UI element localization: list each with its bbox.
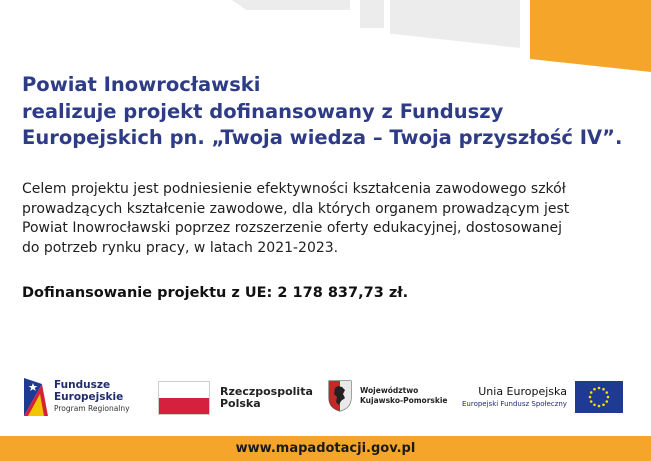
decor-stripe-2 <box>360 0 384 28</box>
fundusze-line-1: Fundusze <box>54 378 111 391</box>
funding-amount: Dofinansowanie projektu z UE: 2 178 837,73 zł. <box>22 285 409 301</box>
unia-line-1: Unia Europejska <box>478 384 567 398</box>
fundusze-europejskie-logo-icon <box>24 376 48 416</box>
decor-stripe-3 <box>390 0 520 48</box>
eu-flag-icon <box>575 381 623 413</box>
project-heading <box>22 72 622 152</box>
description-line-2: prowadzących kształcenie zawodowe, dla których organem prowadzącym jest <box>22 200 570 217</box>
description-line-1: Celem projektu jest podniesienie efektywności kształcenia zawodowego szkół <box>22 181 566 197</box>
rzeczpospolita-line-1: Rzeczpospolita <box>220 384 313 398</box>
logo-unia-europejska <box>462 381 623 413</box>
rzeczpospolita-line-2: Polska <box>220 397 261 410</box>
footer-url: www.mapadotacji.gov.pl <box>235 441 416 456</box>
logo-wojewodztwo <box>328 380 448 412</box>
logo-rzeczpospolita-polska <box>158 381 313 415</box>
decor-orange-corner <box>530 0 651 72</box>
coat-of-arms-icon <box>328 380 352 412</box>
footer-bar <box>0 436 651 461</box>
wojewodztwo-line-1: Województwo <box>360 386 419 395</box>
wojewodztwo-line-2: Kujawsko-Pomorskie <box>360 396 448 405</box>
heading-line-3: Europejskich pn. „Twoja wiedza – Twoja przyszłość IV”. <box>22 126 623 149</box>
description-line-4: do potrzeb rynku pracy, w latach 2021-2023. <box>22 239 339 256</box>
heading-line-2: realizuje projekt dofinansowany z Funduszy <box>22 99 504 123</box>
heading-line-1: Powiat Inowrocławski <box>22 73 261 96</box>
project-description <box>22 180 632 258</box>
decor-stripe-1 <box>232 0 350 10</box>
polish-flag-icon <box>158 381 210 415</box>
logo-fundusze-europejskie <box>24 376 130 416</box>
description-line-3: Powiat Inowrocławski poprzez rozszerzenie oferty edukacyjnej, dostosowanej <box>22 220 562 236</box>
logo-bar <box>0 372 651 428</box>
unia-line-2: Europejski Fundusz Społeczny <box>462 399 567 408</box>
fundusze-line-3: Program Regionalny <box>54 403 130 413</box>
fundusze-line-2: Europejskie <box>54 390 124 403</box>
